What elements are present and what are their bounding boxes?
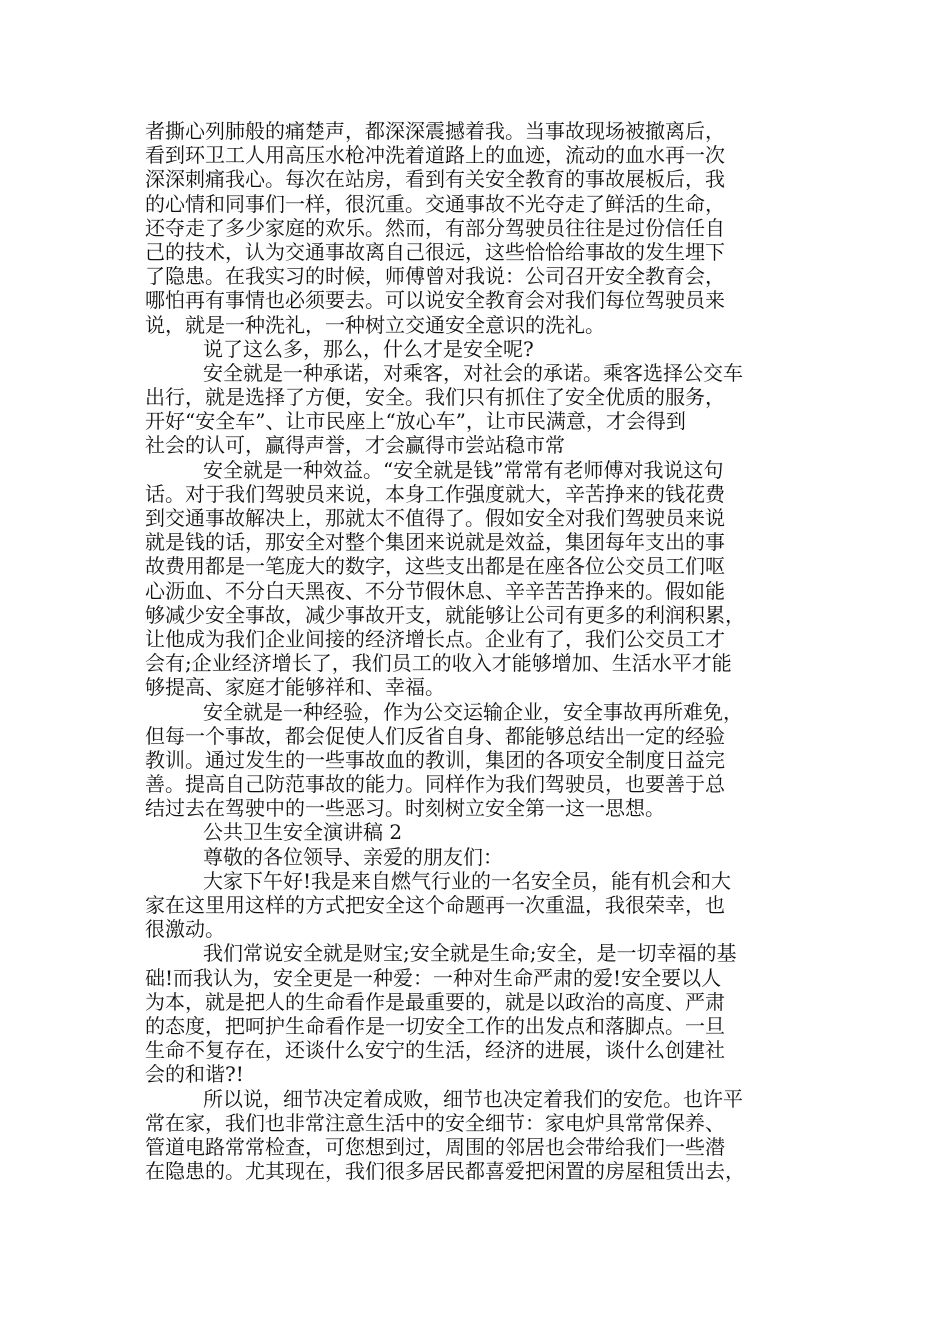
- text-line: 故费用都是一笔庞大的数字，这些支出都是在座各位公交员工们呕: [145, 554, 725, 579]
- text-line: 结过去在驾驶中的一些恶习。时刻树立安全第一这一思想。: [145, 796, 665, 821]
- text-line: 者撕心列肺般的痛楚声，都深深震撼着我。当事故现场被撤离后，: [145, 119, 725, 143]
- text-line: 让他成为我们企业间接的经济增长点。企业有了，我们公交员工才: [145, 626, 725, 651]
- text-line: 说，就是一种洗礼，一种树立交通安全意识的洗礼。: [145, 312, 605, 337]
- body-text: [145, 119, 820, 1183]
- text-line: 管道电路常常检查，可您想到过，周围的邻居也会带给我们一些潜: [145, 1134, 725, 1159]
- text-line: 公共卫生安全演讲稿 2: [203, 820, 403, 845]
- text-line: 到交通事故解决上，那就太不值得了。假如安全对我们驾驶员来说: [145, 506, 725, 530]
- text-line: 够提高、家庭才能够祥和、幸福。: [145, 675, 445, 700]
- text-line: 为本，就是把人的生命看作是最重要的，就是以政治的高度、严肃: [145, 989, 725, 1014]
- text-line: 深深刺痛我心。每次在站房，看到有关安全教育的事故展板后，我: [145, 167, 725, 192]
- text-line: 会有;企业经济增长了，我们员工的收入才能够增加、生活水平才能: [145, 651, 732, 676]
- text-line: 很激动。: [145, 917, 225, 942]
- text-line: 所以说，细节决定着成败，细节也决定着我们的安危。也许平: [203, 1086, 743, 1111]
- text-line: 的心情和同事们一样，很沉重。交通事故不光夺走了鲜活的生命，: [145, 191, 725, 216]
- text-line: 安全就是一种承诺，对乘客，对社会的承诺。乘客选择公交车: [203, 360, 743, 385]
- text-line: 开好“安全车”、让市民座上“放心车”，让市民满意，才会得到: [145, 409, 686, 434]
- text-line: 就是钱的话，那安全对整个集团来说就是效益，集团每年支出的事: [145, 530, 725, 555]
- text-line: 尊敬的各位领导、亲爱的朋友们：: [203, 844, 503, 869]
- text-line: 家在这里用这样的方式把安全这个命题再一次重温，我很荣幸，也: [145, 893, 725, 917]
- text-line: 安全就是一种效益。“安全就是钱”常常有老师傅对我说这句: [203, 457, 724, 482]
- text-line: 话。对于我们驾驶员来说，本身工作强度就大，辛苦挣来的钱花费: [145, 481, 725, 506]
- text-line: 生命不复存在，还谈什么安宁的生活，经济的进展，谈什么创建社: [145, 1038, 725, 1063]
- text-line: 哪怕再有事情也必须要去。可以说安全教育会对我们每位驾驶员来: [145, 288, 725, 313]
- text-line: 社会的认可，赢得声誉，才会赢得市尝站稳市常: [145, 433, 565, 458]
- text-line: 出行，就是选择了方便，安全。我们只有抓住了安全优质的服务，: [145, 385, 725, 410]
- text-line: 够减少安全事故，减少事故开支，就能够让公司有更多的利润积累，: [145, 602, 745, 627]
- text-line: 础!而我认为，安全更是一种爱：一种对生命严肃的爱!安全要以人: [145, 965, 722, 990]
- text-line: 在隐患的。尤其现在，我们很多居民都喜爱把闲置的房屋租赁出去，: [145, 1159, 745, 1184]
- text-line: 常在家，我们也非常注意生活中的安全细节：家电炉具常常保养、: [145, 1110, 725, 1135]
- text-line: 说了这么多，那么，什么才是安全呢?: [203, 336, 534, 361]
- text-line: 会的和谐?!: [145, 1062, 244, 1087]
- text-line: 心沥血、不分白天黑夜、不分节假休息、辛辛苦苦挣来的。假如能: [145, 578, 725, 603]
- text-line: 了隐患。在我实习的时候，师傅曾对我说：公司召开安全教育会，: [145, 264, 725, 289]
- text-line: 己的技术，认为交通事故离自己很远，这些恰恰给事故的发生埋下: [145, 239, 725, 264]
- text-line: 但每一个事故，都会促使人们反省自身、都能够总结出一定的经验: [145, 723, 725, 748]
- text-line: 大家下午好!我是来自燃气行业的一名安全员，能有机会和大: [203, 868, 732, 893]
- text-line: 善。提高自己防范事故的能力。同样作为我们驾驶员，也要善于总: [145, 772, 725, 797]
- text-line: 教训。通过发生的一些事故血的教训，集团的各项安全制度日益完: [145, 747, 725, 772]
- text-line: 安全就是一种经验，作为公交运输企业，安全事故再所难免，: [203, 699, 743, 724]
- text-line: 看到环卫工人用高压水枪冲洗着道路上的血迹，流动的血水再一次: [145, 143, 725, 168]
- text-line: 还夺走了多少家庭的欢乐。然而，有部分驾驶员往往是过份信任自: [145, 215, 725, 240]
- text-line: 的态度，把呵护生命看作是一切安全工作的出发点和落脚点。一旦: [145, 1013, 725, 1038]
- text-line: 我们常说安全就是财宝;安全就是生命;安全，是一切幸福的基: [203, 941, 737, 966]
